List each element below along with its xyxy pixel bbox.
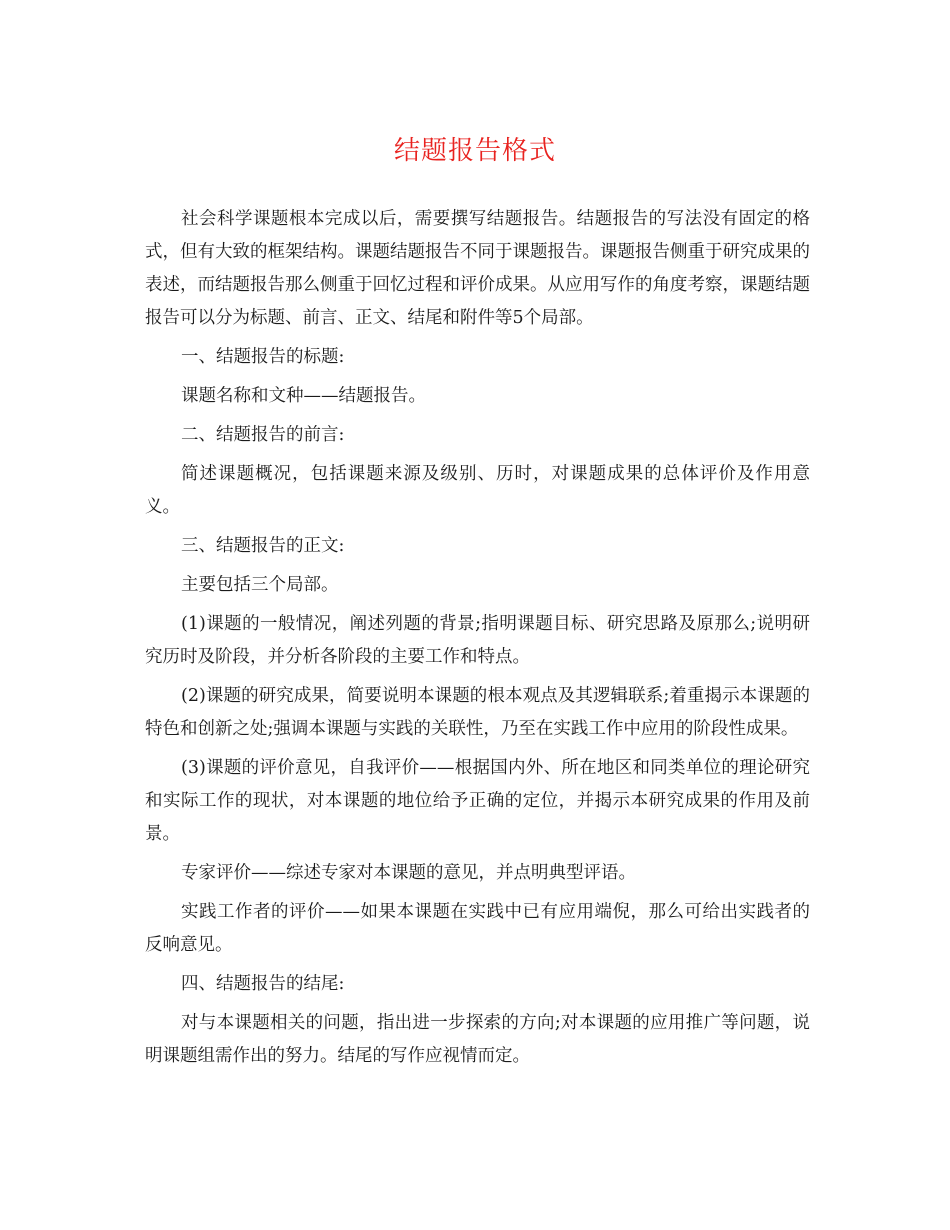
paragraph-practitioner-review: 实践工作者的评价——如果本课题在实践中已有应用端倪，那么可给出实践者的反响意见。 <box>145 902 810 955</box>
paragraph-intro: 社会科学课题根本完成以后，需要撰写结题报告。结题报告的写法没有固定的格式，但有大致的框架结构。课题结题报告不同于课题报告。课题报告侧重于研究成果的表述，而结题报告那么侧重于回忆过程和评价成果。从应用写作的角度考察，课题结题报告可以分为标题、前言、正文、结尾和附件等5个局部。 <box>145 209 810 328</box>
heading-section-3: 三、结题报告的正文: <box>181 536 345 556</box>
paragraph-section-4: 对与本课题相关的问题，指出进一步探索的方向;对本课题的应用推广等问题，说明课题组需作出的努力。结尾的写作应视情而定。 <box>145 1013 810 1066</box>
paragraph-section-1: 课题名称和文种——结题报告。 <box>181 386 426 406</box>
paragraph-item-2: (2)课题的研究成果，简要说明本课题的根本观点及其逻辑联系;着重揭示本课题的特色和创新之处;强调本课题与实践的关联性，乃至在实践工作中应用的阶段性成果。 <box>145 686 810 739</box>
heading-section-2: 二、结题报告的前言: <box>181 425 345 445</box>
paragraph-item-3: (3)课题的评价意见，自我评价——根据国内外、所在地区和同类单位的理论研究和实际工作的现状，对本课题的地位给予正确的定位，并揭示本研究成果的作用及前景。 <box>145 758 810 844</box>
paragraph-section-2: 简述课题概况，包括课题来源及级别、历时，对课题成果的总体评价及作用意义。 <box>145 464 810 517</box>
document-title: 结题报告格式 <box>393 136 556 166</box>
heading-section-4: 四、结题报告的结尾: <box>181 974 345 994</box>
document-body <box>145 203 810 1079</box>
heading-section-1: 一、结题报告的标题: <box>181 347 345 367</box>
paragraph-expert-review: 专家评价——综述专家对本课题的意见，并点明典型评语。 <box>181 863 636 883</box>
paragraph-item-1: (1)课题的一般情况，阐述列题的背景;指明课题目标、研究思路及原那么;说明研究历时及阶段，并分析各阶段的主要工作和特点。 <box>145 614 810 667</box>
paragraph-section-3-intro: 主要包括三个局部。 <box>181 575 339 595</box>
